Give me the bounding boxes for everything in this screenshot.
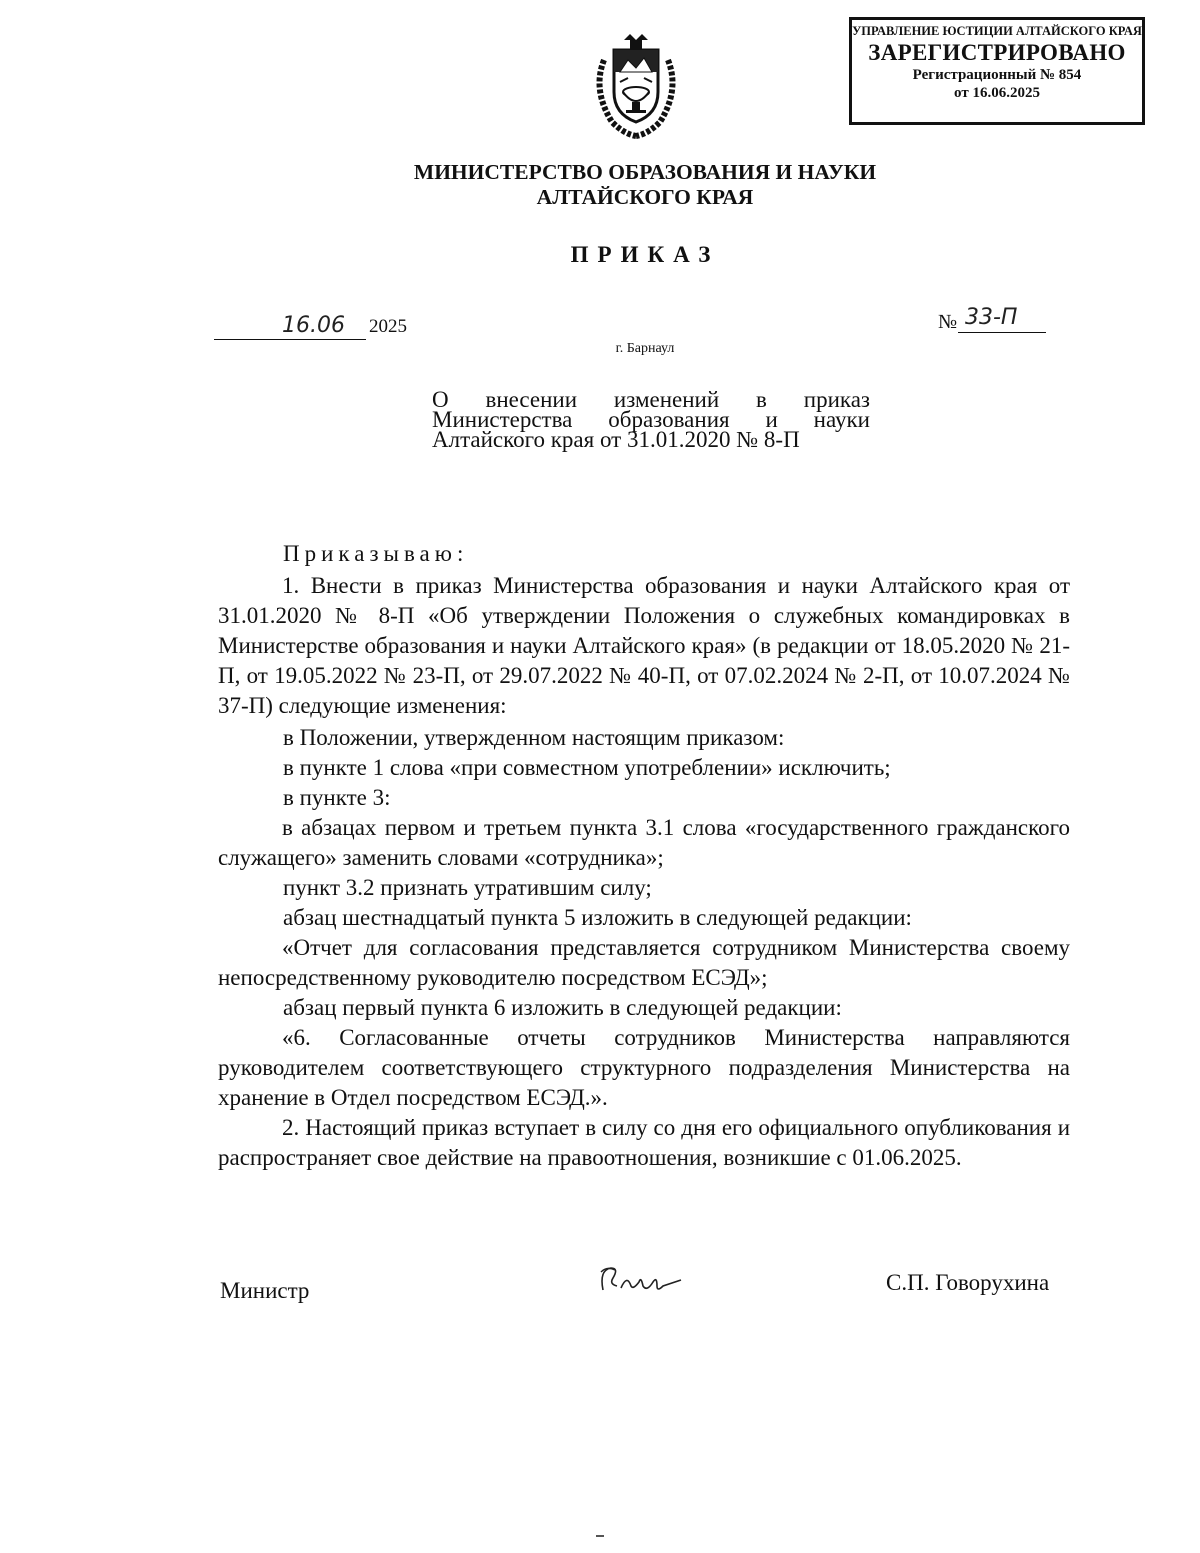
- paragraph-11: 2. Настоящий приказ вступает в силу со дня его официального опубликования и распространяет свое действие на правоотношения, возникшие с 01.06.2025.: [218, 1115, 1070, 1170]
- stamp-status: ЗАРЕГИСТРИРОВАНО: [868, 40, 1126, 65]
- registration-stamp: [849, 17, 1145, 125]
- stamp-org: УПРАВЛЕНИЕ ЮСТИЦИИ АЛТАЙСКОГО КРАЯ: [852, 24, 1142, 38]
- signer-name: С.П. Говорухина: [886, 1270, 1050, 1295]
- handwritten-number: 33-П: [965, 305, 1018, 330]
- paragraph-5: в абзацах первом и третьем пункта 3.1 слова «государственного гражданского служащего» заменить словами «сотрудника»;: [218, 815, 1070, 870]
- city: г. Барнаул: [615, 341, 675, 356]
- handwritten-date: 16.06: [282, 313, 345, 338]
- handwritten-signature: [597, 1262, 683, 1296]
- paragraph-4: в пункте 3:: [283, 785, 391, 810]
- ministry-name-line1: МИНИСТЕРСТВО ОБРАЗОВАНИЯ И НАУКИ: [413, 160, 877, 184]
- date-year: 2025: [369, 316, 407, 337]
- order-subject: О внесении изменений в приказ Министерства образования и науки Алтайского края от 31.01.2020 № 8-П: [432, 387, 870, 452]
- altai-krai-coat-of-arms-icon: [584, 30, 688, 140]
- scan-artifact: [596, 1535, 604, 1537]
- stamp-reg-date: от 16.06.2025: [954, 85, 1040, 101]
- doc-type-title: ПРИКАЗ: [570, 242, 720, 267]
- ministry-name-line2: АЛТАЙСКОГО КРАЯ: [536, 185, 754, 209]
- paragraph-3: в пункте 1 слова «при совместном употреблении» исключить;: [283, 755, 891, 780]
- stamp-reg-number: Регистрационный № 854: [912, 67, 1082, 83]
- paragraph-10: «6. Согласованные отчеты сотрудников Министерства направляются руководителем соответствующего структурного подразделения Министерства на хранение в Отдел посредством ЕСЭД.».: [218, 1025, 1070, 1110]
- paragraph-2: в Положении, утвержденном настоящим приказом:: [283, 725, 785, 750]
- paragraph-9: абзац первый пункта 6 изложить в следующей редакции:: [283, 995, 842, 1020]
- paragraph-6: пункт 3.2 признать утратившим силу;: [283, 875, 652, 900]
- paragraph-8: «Отчет для согласования представляется сотрудником Министерства своему непосредственному руководителю посредством ЕСЭД»;: [218, 935, 1070, 990]
- paragraph-7: абзац шестнадцатый пункта 5 изложить в следующей редакции:: [283, 905, 912, 930]
- number-sign: №: [938, 311, 958, 333]
- signer-title: Министр: [220, 1278, 310, 1303]
- paragraph-1: 1. Внести в приказ Министерства образования и науки Алтайского края от 31.01.2020 № 8-П «Об утверждении Положения о служебных командировках в Министерстве образования и науки Алтайского края» (в редакции от 18.05.2020 № 21-П, от 19.05.2022 № 23-П, от 29.07.2022 № 40-П, от 07.02.2024 № 2-П, от 10.07.2024 № 37-П) следующие изменения:: [218, 573, 1070, 718]
- decree-word: Приказываю:: [283, 541, 469, 566]
